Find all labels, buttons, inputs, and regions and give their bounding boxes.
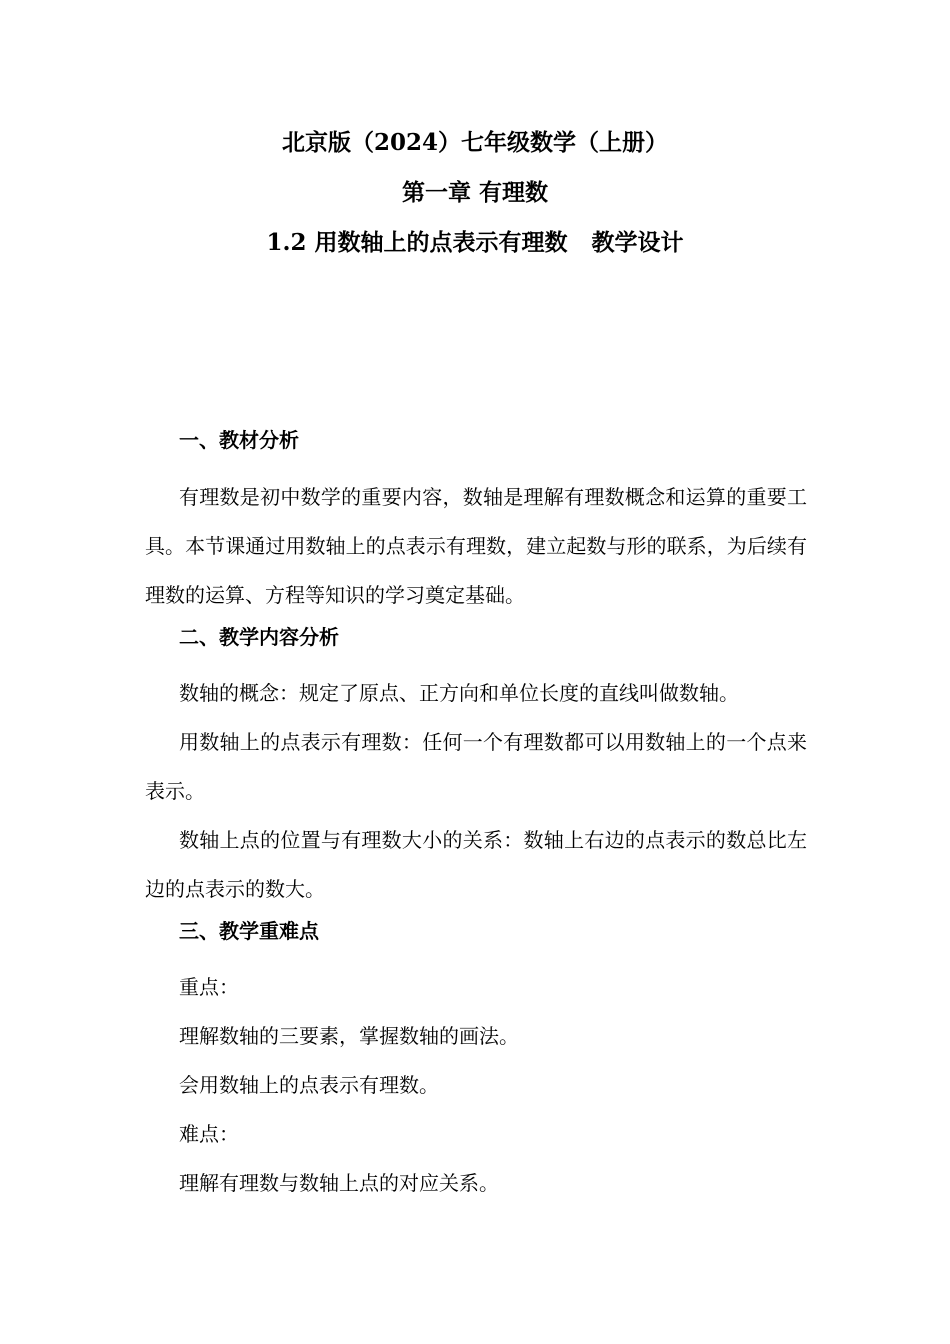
section-heading-key-points: 三、教学重难点 xyxy=(179,919,319,943)
content-analysis-paragraph-1: 数轴的概念：规定了原点、正方向和单位长度的直线叫做数轴。 xyxy=(179,681,739,705)
lesson-title: 1.2 用数轴上的点表示有理数 教学设计 xyxy=(266,229,684,256)
document-body xyxy=(145,424,807,1208)
content-analysis-paragraph-2: 用数轴上的点表示有理数：任何一个有理数都可以用数轴上的一个点来表示。 xyxy=(145,730,807,803)
key-point-item-2: 会用数轴上的点表示有理数。 xyxy=(179,1073,439,1097)
material-analysis-paragraph: 有理数是初中数学的重要内容，数轴是理解有理数概念和运算的重要工具。本节课通过用数轴上的点表示有理数，建立起数与形的联系，为后续有理数的运算、方程等知识的学习奠定基础。 xyxy=(145,485,807,607)
section-heading-content-analysis: 二、教学内容分析 xyxy=(179,625,339,649)
difficulty-item-1: 理解有理数与数轴上点的对应关系。 xyxy=(179,1171,499,1195)
book-title: 北京版（2024）七年级数学（上册） xyxy=(281,129,668,156)
key-point-item-1: 理解数轴的三要素，掌握数轴的画法。 xyxy=(179,1024,519,1048)
content-analysis-paragraph-3: 数轴上点的位置与有理数大小的关系：数轴上右边的点表示的数总比左边的点表示的数大。 xyxy=(145,828,807,901)
chapter-title: 第一章 有理数 xyxy=(401,179,548,206)
section-heading-material-analysis: 一、教材分析 xyxy=(179,428,299,452)
key-points-label: 重点： xyxy=(179,975,239,999)
difficulty-label: 难点： xyxy=(179,1122,239,1146)
